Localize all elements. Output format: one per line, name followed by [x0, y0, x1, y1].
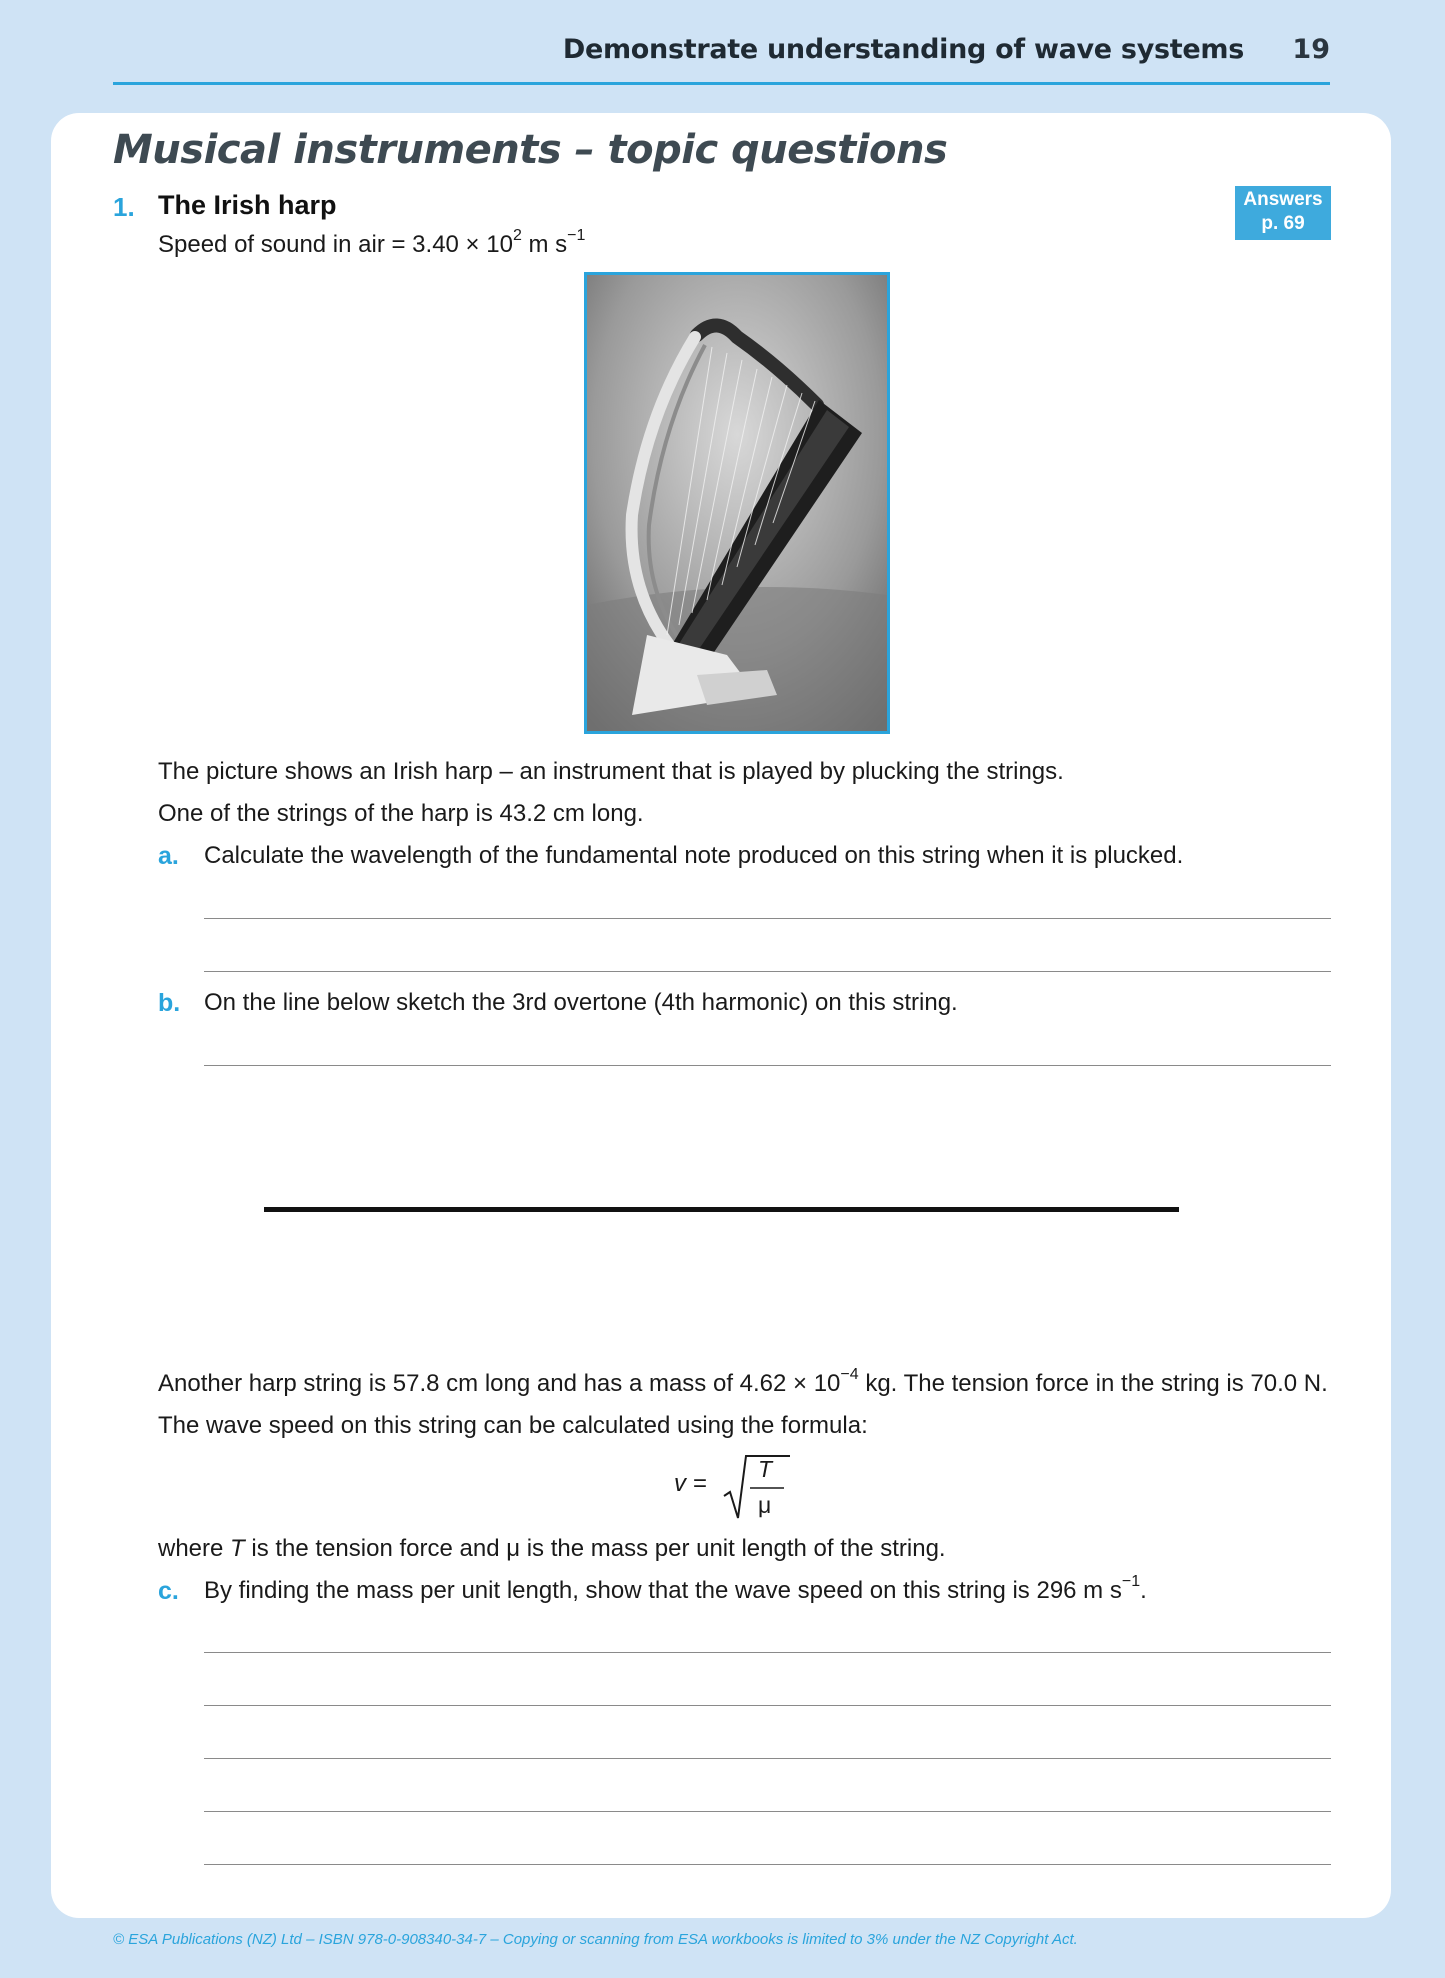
answer-line[interactable]: [204, 1652, 1331, 1653]
wave-speed-formula: [674, 1450, 794, 1522]
answer-line[interactable]: [204, 1758, 1331, 1759]
answer-line[interactable]: [204, 1065, 1331, 1066]
section-title: Musical instruments – topic questions: [113, 127, 948, 173]
answer-line[interactable]: [204, 971, 1331, 972]
part-c-text: By finding the mass per unit length, show that the wave speed on this string is 296 m $s^{-1}$.: [204, 1573, 1147, 1604]
question-title: The Irish harp: [158, 190, 337, 220]
intro-text-2: One of the strings of the harp is 43.2 cm long.: [158, 800, 644, 827]
sketch-string-line[interactable]: [264, 1207, 1179, 1212]
part-a-text: Calculate the wavelength of the fundamental note produced on this string when it is plucked.: [204, 842, 1184, 869]
part-a-label: a.: [158, 842, 179, 870]
answer-line[interactable]: [204, 918, 1331, 919]
answer-line[interactable]: [204, 1864, 1331, 1865]
intro-text-1: The picture shows an Irish harp – an instrument that is played by plucking the strings.: [158, 758, 1064, 785]
answer-line[interactable]: [204, 1811, 1331, 1812]
answers-page: p. 69: [1261, 213, 1305, 234]
formula-lhs: v =: [674, 1470, 707, 1497]
answers-badge[interactable]: [1235, 186, 1331, 240]
answers-label: Answers: [1243, 189, 1323, 210]
answer-line[interactable]: [204, 1705, 1331, 1706]
speed-of-sound-given: Speed of sound in air = $3.40 \times 10^2$ m $s^{-1}$: [158, 227, 586, 258]
page-header: [113, 30, 1330, 85]
harp-illustration: [587, 275, 887, 731]
question-number: 1.: [113, 192, 135, 222]
formula-intro: The wave speed on this string can be calculated using the formula:: [158, 1412, 868, 1439]
part-b-label: b.: [158, 989, 181, 1017]
part-c-label: c.: [158, 1577, 179, 1605]
another-string-text: Another harp string is 57.8 cm long and has a mass of $4.62 \times 10^{-4}$ kg. The tension force in the string is 70.0 N.: [158, 1366, 1328, 1397]
copyright-footer: © ESA Publications (NZ) Ltd – ISBN 978-0-908340-34-7 – Copying or scanning from ESA workbooks is limited to 3% under the NZ Copyright Act.: [113, 1931, 1078, 1948]
header-title: Demonstrate understanding of wave systems: [562, 34, 1244, 65]
harp-photo: [584, 272, 890, 734]
page-number: 19: [1292, 34, 1330, 65]
square-root-symbol: [722, 1452, 792, 1522]
where-text: where T is the tension force and μ is the mass per unit length of the string.: [158, 1535, 946, 1562]
part-b-text: On the line below sketch the 3rd overtone (4th harmonic) on this string.: [204, 989, 958, 1016]
formula-denominator: μ: [758, 1492, 772, 1518]
formula-numerator: T: [758, 1456, 773, 1482]
